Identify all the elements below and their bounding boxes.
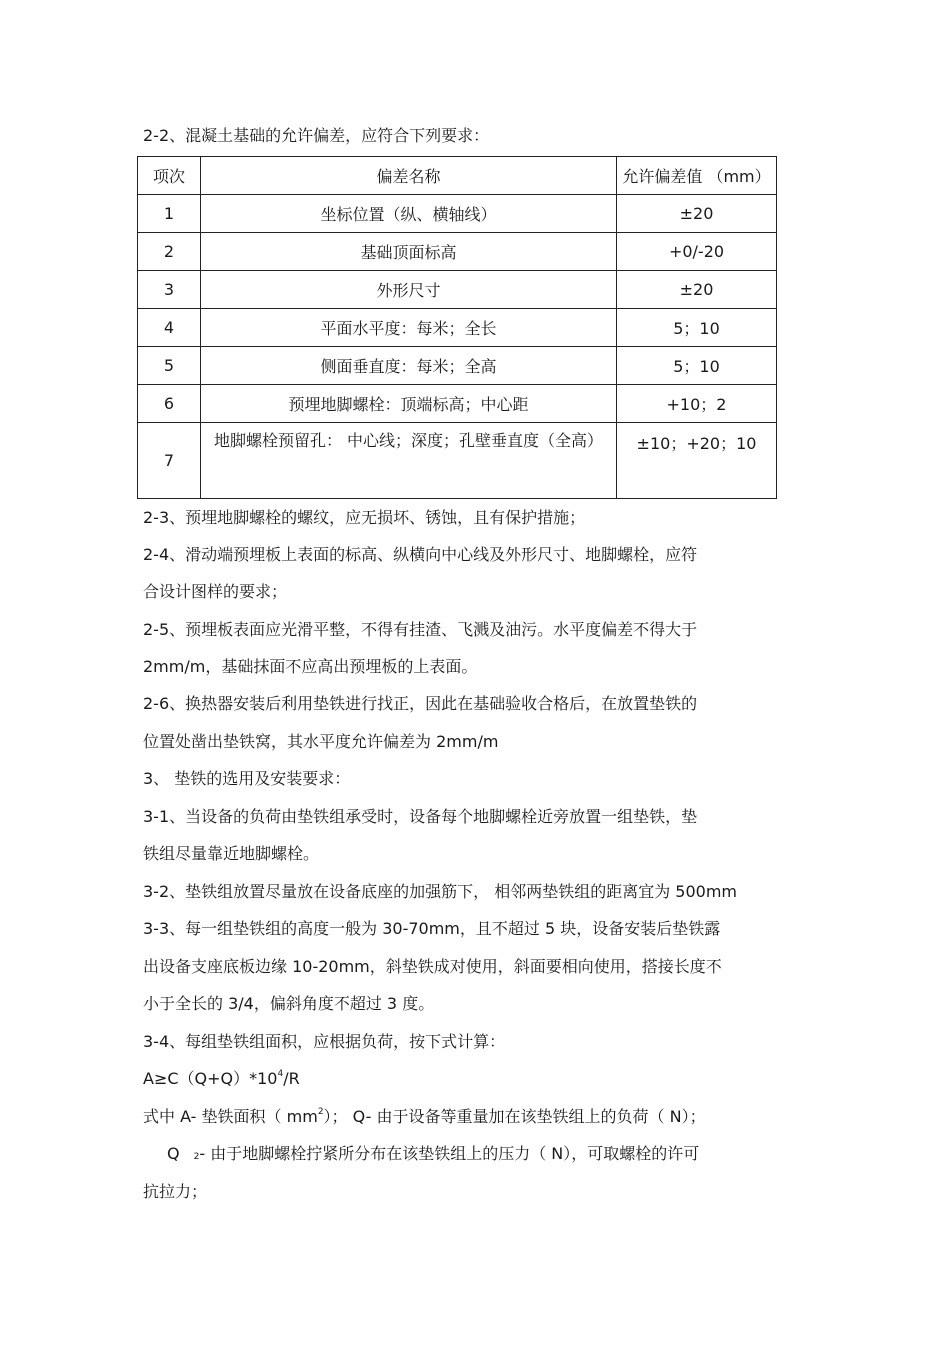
- text-line: 2-5、预埋板表面应光滑平整，不得有挂渣、飞溅及油污。水平度偏差不得大于: [143, 620, 698, 639]
- table-header-cell: 偏差名称: [201, 157, 617, 195]
- table-cell: ±20: [617, 195, 777, 233]
- where-part1: 式中 A- 垫铁面积（ mm: [143, 1107, 318, 1126]
- where-exponent: 2: [317, 1107, 324, 1117]
- table-cell: 4: [138, 309, 201, 347]
- table-row: [138, 347, 777, 385]
- formula-exponent: 4: [277, 1069, 284, 1079]
- text-line: 3-3、每一组垫铁组的高度一般为 30-70mm，且不超过 5 块，设备安装后垫铁露: [143, 919, 721, 938]
- table-cell: 地脚螺栓预留孔： 中心线；深度；孔壁垂直度（全高）: [201, 423, 617, 499]
- table-row: [138, 195, 777, 233]
- text-line: 3-1、当设备的负荷由垫铁组承受时，设备每个地脚螺栓近旁放置一组垫铁，垫: [143, 807, 698, 826]
- formula-tail: /R: [283, 1069, 300, 1088]
- table-cell: 5；10: [617, 309, 777, 347]
- text-line: 2-3、预埋地脚螺栓的螺纹，应无损坏、锈蚀，且有保护措施；: [143, 508, 586, 527]
- table-cell: +0/-20: [617, 233, 777, 271]
- text-line: 2-4、滑动端预埋板上表面的标高、纵横向中心线及外形尺寸、地脚螺栓，应符: [143, 545, 698, 564]
- table-cell: 5；10: [617, 347, 777, 385]
- table-cell: 3: [138, 271, 201, 309]
- q2-symbol: Q: [167, 1144, 180, 1163]
- table-cell: 6: [138, 385, 201, 423]
- text-line: 3-2、垫铁组放置尽量放在设备底座的加强筋下， 相邻两垫铁组的距离宜为 500mm: [143, 882, 738, 901]
- table-row: [138, 385, 777, 423]
- q2-line: [167, 1144, 699, 1167]
- text-line: 抗拉力；: [143, 1182, 208, 1201]
- text-line: 3-4、每组垫铁组面积，应根据负荷，按下式计算：: [143, 1032, 506, 1051]
- formula-line: [143, 1069, 300, 1089]
- text-line: 小于全长的 3/4，偏斜角度不超过 3 度。: [143, 994, 435, 1013]
- table-cell: 外形尺寸: [201, 271, 617, 309]
- table-cell: 侧面垂直度：每米；全高: [201, 347, 617, 385]
- table-header-row: [138, 157, 777, 195]
- where-part2: ）； Q- 由于设备等重量加在该垫铁组上的负荷（ N）；: [323, 1107, 706, 1126]
- text-line: 位置处凿出垫铁窝，其水平度允许偏差为 2mm/m: [143, 732, 499, 751]
- table-cell: 预埋地脚螺栓：顶端标高；中心距: [201, 385, 617, 423]
- table-header-cell: 项次: [138, 157, 201, 195]
- formula-main: A≥C（Q+Q）*10: [143, 1069, 278, 1088]
- table-row: [138, 233, 777, 271]
- table-row: [138, 309, 777, 347]
- q2-rest: - 由于地脚螺栓拧紧所分布在该垫铁组上的压力（ N），可取螺栓的许可: [199, 1144, 700, 1163]
- text-line: 铁组尽量靠近地脚螺栓。: [143, 844, 320, 863]
- text-line: 合设计图样的要求；: [143, 582, 288, 601]
- table-row: [138, 271, 777, 309]
- table-cell: ±10；+20；10: [617, 423, 777, 499]
- table-cell: 坐标位置（纵、横轴线）: [201, 195, 617, 233]
- table-cell: ±20: [617, 271, 777, 309]
- q2-subscript: 2: [193, 1152, 200, 1162]
- table-cell: 7: [138, 423, 201, 499]
- table-cell: 2: [138, 233, 201, 271]
- section-heading-3: 3、 垫铁的选用及安装要求：: [143, 769, 351, 788]
- table-cell: 平面水平度：每米；全长: [201, 309, 617, 347]
- table-cell: 5: [138, 347, 201, 385]
- table-header-cell: 允许偏差值 （mm）: [617, 157, 777, 195]
- table-row: [138, 423, 777, 499]
- where-line: [143, 1107, 706, 1127]
- deviation-table: [137, 156, 777, 499]
- text-line: 2-6、换热器安装后利用垫铁进行找正，因此在基础验收合格后，在放置垫铁的: [143, 694, 698, 713]
- text-line: 出设备支座底板边缘 10-20mm，斜垫铁成对使用，斜面要相向使用，搭接长度不: [143, 957, 722, 976]
- text-line: 2mm/m，基础抹面不应高出预埋板的上表面。: [143, 657, 478, 676]
- section-heading-2-2: 2-2、混凝土基础的允许偏差，应符合下列要求：: [143, 126, 490, 145]
- table-cell: 1: [138, 195, 201, 233]
- table-cell: +10；2: [617, 385, 777, 423]
- table-cell: 基础顶面标高: [201, 233, 617, 271]
